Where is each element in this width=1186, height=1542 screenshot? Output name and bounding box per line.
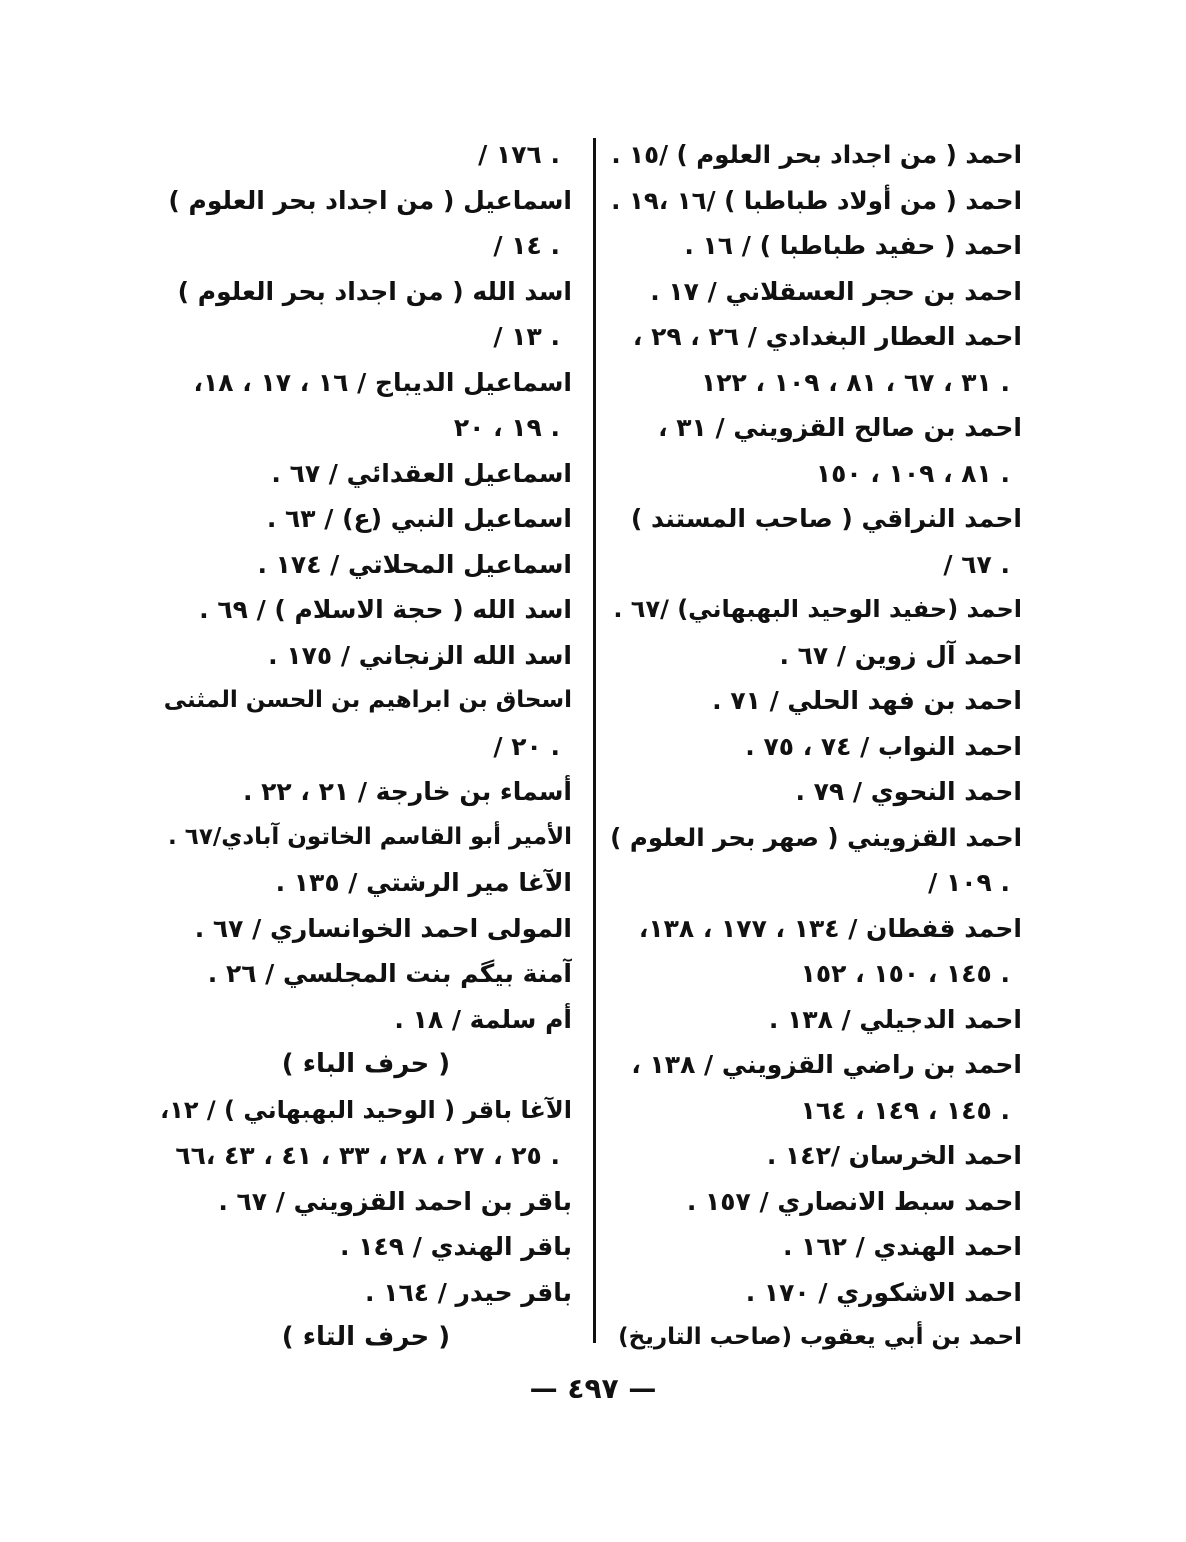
- index-entry: احمد النراقي ( صاحب المستند ): [630, 504, 1022, 533]
- index-entry: احمد آل زوين / ٦٧ .: [779, 640, 1022, 670]
- index-entry: احمد (حفيد الوحيد البهبهاني) /٦٧ .: [613, 595, 1022, 623]
- index-entry-continuation: / ١٤ .: [493, 231, 560, 260]
- index-entry: احمد بن أبي يعقوب (صاحب التاريخ): [618, 1324, 1022, 1350]
- index-entry: المولى احمد الخوانساري / ٦٧ .: [194, 913, 572, 943]
- index-entry-continuation: ٣١ ، ٦٧ ، ٨١ ، ١٠٩ ، ١٢٢ .: [701, 367, 1010, 397]
- index-entry: احمد سبط الانصاري / ١٥٧ .: [686, 1186, 1022, 1216]
- index-entry: الأمير أبو القاسم الخاتون آبادي/٦٧ .: [168, 823, 572, 850]
- index-entry-continuation: / ١٧٦ .: [478, 140, 560, 169]
- index-entry: احمد بن راضي القزويني / ١٣٨ ،: [631, 1050, 1022, 1079]
- index-entry-continuation: ١٤٥ ، ١٥٠ ، ١٥٢ .: [800, 959, 1010, 988]
- index-entry: أم سلمة / ١٨ .: [394, 1004, 572, 1034]
- index-entry: احمد بن فهد الحلي / ٧١ .: [712, 686, 1022, 715]
- index-entry: احمد القزويني ( صهر بحر العلوم ): [610, 822, 1022, 852]
- index-entry: احمد بن صالح القزويني / ٣١ ،: [658, 413, 1022, 442]
- column-divider: [593, 138, 596, 1343]
- index-entry-continuation: / ٢٠ .: [493, 731, 560, 761]
- index-entry: اسماعيل العقدائي / ٦٧ .: [271, 458, 572, 488]
- index-entry: اسماعيل المحلاتي / ١٧٤ .: [257, 549, 572, 579]
- index-entry: اسد الله ( من اجداد بحر العلوم ): [177, 276, 572, 306]
- index-entry: اسحاق بن ابراهيم بن الحسن المثنى: [163, 687, 572, 713]
- index-entry: احمد الخرسان /١٤٢ .: [766, 1141, 1022, 1170]
- index-entry: اسماعيل النبي (ع) / ٦٣ .: [266, 504, 572, 533]
- section-heading-ba: ( حرف الباء ): [281, 1049, 451, 1079]
- page-number: — ٤٩٧ —: [529, 1372, 657, 1405]
- index-entry: اسد الله الزنجاني / ١٧٥ .: [268, 640, 572, 670]
- index-entry-continuation: ٢٥ ، ٢٧ ، ٢٨ ، ٣٣ ، ٤١ ، ٤٣ ،٦٦ .: [175, 1141, 560, 1170]
- index-entry-continuation: / ٦٧ .: [943, 549, 1010, 579]
- index-entry: احمد بن حجر العسقلاني / ١٧ .: [650, 276, 1022, 306]
- index-entry-continuation: ١٩ ، ٢٠ .: [453, 413, 560, 442]
- index-entry: احمد الدجيلي / ١٣٨ .: [768, 1004, 1022, 1034]
- index-column-right: [610, 132, 1022, 1361]
- index-entry: باقر حيدر / ١٦٤ .: [365, 1277, 572, 1307]
- index-entry: أسماء بن خارجة / ٢١ ، ٢٢ .: [242, 777, 572, 806]
- index-entry: احمد ( من اجداد بحر العلوم ) /١٥ .: [611, 140, 1022, 169]
- index-entry-continuation: / ١٠٩ .: [928, 868, 1010, 897]
- index-entry: آمنة بيگم بنت المجلسي / ٢٦ .: [207, 959, 572, 988]
- index-entry: باقر بن احمد القزويني / ٦٧ .: [218, 1186, 572, 1216]
- index-entry: احمد الاشكوري / ١٧٠ .: [745, 1277, 1022, 1307]
- index-entry: باقر الهندي / ١٤٩ .: [340, 1232, 572, 1261]
- index-entry-continuation: / ١٣ .: [493, 322, 560, 351]
- index-entry: الآغا مير الرشتي / ١٣٥ .: [275, 868, 572, 897]
- index-entry-continuation: ١٤٥ ، ١٤٩ ، ١٦٤ .: [800, 1095, 1010, 1125]
- index-entry: احمد قفطان / ١٣٤ ، ١٧٧ ، ١٣٨،: [638, 913, 1022, 943]
- index-column-left: [160, 132, 572, 1361]
- index-entry: اسد الله ( حجة الاسلام ) / ٦٩ .: [199, 595, 572, 624]
- index-entry: اسماعيل ( من اجداد بحر العلوم ): [168, 185, 572, 215]
- index-entry-continuation: ٨١ ، ١٠٩ ، ١٥٠ .: [815, 458, 1010, 488]
- index-entry: احمد ( حفيد طباطبا ) / ١٦ .: [684, 231, 1022, 260]
- index-entry: اسماعيل الديباج / ١٦ ، ١٧ ، ١٨،: [193, 367, 572, 397]
- index-entry: الآغا باقر ( الوحيد البهبهاني ) / ١٢،: [160, 1095, 572, 1124]
- index-entry: احمد النواب / ٧٤ ، ٧٥ .: [745, 731, 1022, 761]
- section-heading-ta: ( حرف التاء ): [281, 1322, 451, 1352]
- index-entry: احمد ( من أولاد طباطبا ) /١٦ ،١٩ .: [611, 185, 1022, 215]
- index-entry: احمد الهندي / ١٦٢ .: [782, 1232, 1022, 1261]
- index-entry: احمد العطار البغدادي / ٢٦ ، ٢٩ ،: [632, 322, 1022, 351]
- index-entry: احمد النحوي / ٧٩ .: [795, 777, 1022, 806]
